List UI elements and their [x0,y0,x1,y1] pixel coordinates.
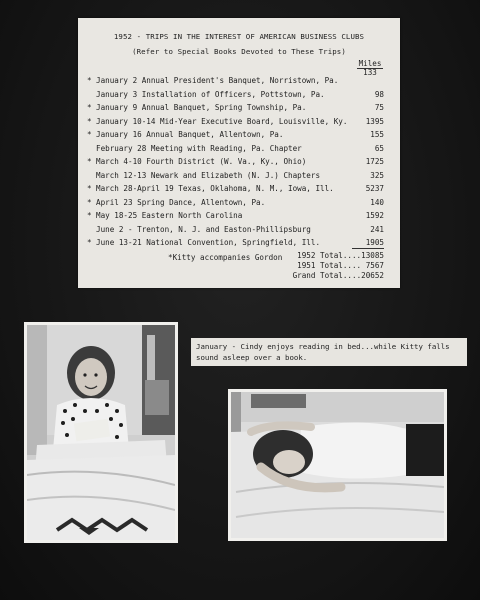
trip-description: January 3 Installation of Officers, Pottstown, Pa. [96,89,325,99]
trip-miles: 1725 [365,157,384,166]
accompanied-marker: * [87,238,92,247]
trip-miles: 325 [370,170,384,180]
grand-total: Grand Total....20652 [292,271,384,280]
trip-description: February 28 Meeting with Reading, Pa. Chapter [96,143,302,153]
miles-column-header [357,60,383,76]
photo-woman-sleeping [228,389,447,541]
trip-description: March 4-10 Fourth District (W. Va., Ky., Ohio) [96,157,307,166]
trip-miles: 1905 [352,239,384,249]
trip-description: January 9 Annual Banquet, Spring Township, Pa. [96,103,307,112]
trip-miles: 1395 [365,116,384,126]
trip-description: May 18-25 Eastern North Carolina [96,211,243,220]
trip-row [78,172,400,182]
trip-row [78,145,400,155]
trip-row [78,212,400,222]
trip-description: January 10-14 Mid-Year Executive Board, Louisville, Ky. [96,116,348,126]
card-title: 1952 - TRIPS IN THE INTEREST OF AMERICAN BUSINESS CLUBS [113,32,365,41]
accompanied-marker: * [87,103,92,112]
trip-miles: 140 [370,197,384,207]
trip-description: June 13-21 National Convention, Springfield, Ill. [96,238,321,247]
footnote: *Kitty accompanies Gordon [168,253,283,262]
trip-description: April 23 Spring Dance, Allentown, Pa. [96,197,266,207]
trip-row [78,239,400,249]
trip-row [78,91,400,101]
trips-list-card [78,18,400,288]
trip-miles: 65 [374,143,384,153]
accompanied-marker: * [87,130,92,139]
trip-description: January 16 Annual Banquet, Allentown, Pa. [96,130,284,139]
total-1951: 1951 Total.... 7567 [297,261,384,270]
trip-miles: 241 [370,224,384,234]
trip-miles: 1592 [365,211,384,220]
caption-line-2: sound asleep over a book. [196,353,308,362]
trip-description: March 28-April 19 Texas, Oklahoma, N. M., Iowa, Ill. [96,184,334,193]
trip-row [78,199,400,209]
caption-line-1: January - Cindy enjoys reading in bed...while Kitty falls [196,342,450,351]
trip-row [78,226,400,236]
trip-description: June 2 - Trenton, N. J. and Easton-Phillipsburg [96,224,311,234]
trip-row [78,104,400,114]
trip-row [78,158,400,168]
trip-row [78,185,400,195]
trip-miles: 75 [374,103,384,112]
photo-caption [191,338,467,366]
accompanied-marker: * [87,116,92,126]
trip-description: January 2 Annual President's Banquet, Norristown, Pa. [96,76,339,85]
trip-description: March 12-13 Newark and Elizabeth (N. J.) Chapters [96,170,321,180]
miles-header-value: 133 [363,67,377,77]
total-1952: 1952 Total....13085 [297,251,384,260]
trip-row [78,77,400,87]
trip-row [78,118,400,128]
accompanied-marker: * [87,157,92,166]
trip-row [78,131,400,141]
miles-header-label: Miles [358,59,382,68]
card-subtitle: (Refer to Special Books Devoted to These Trips) [132,47,346,56]
accompanied-marker: * [87,184,92,193]
photo-girl-reading-in-bed [24,322,178,543]
accompanied-marker: * [87,76,92,85]
trip-miles: 98 [374,89,384,99]
trip-miles: 155 [370,130,384,139]
accompanied-marker: * [87,211,92,220]
trip-miles: 5237 [365,184,384,193]
accompanied-marker: * [87,197,92,207]
